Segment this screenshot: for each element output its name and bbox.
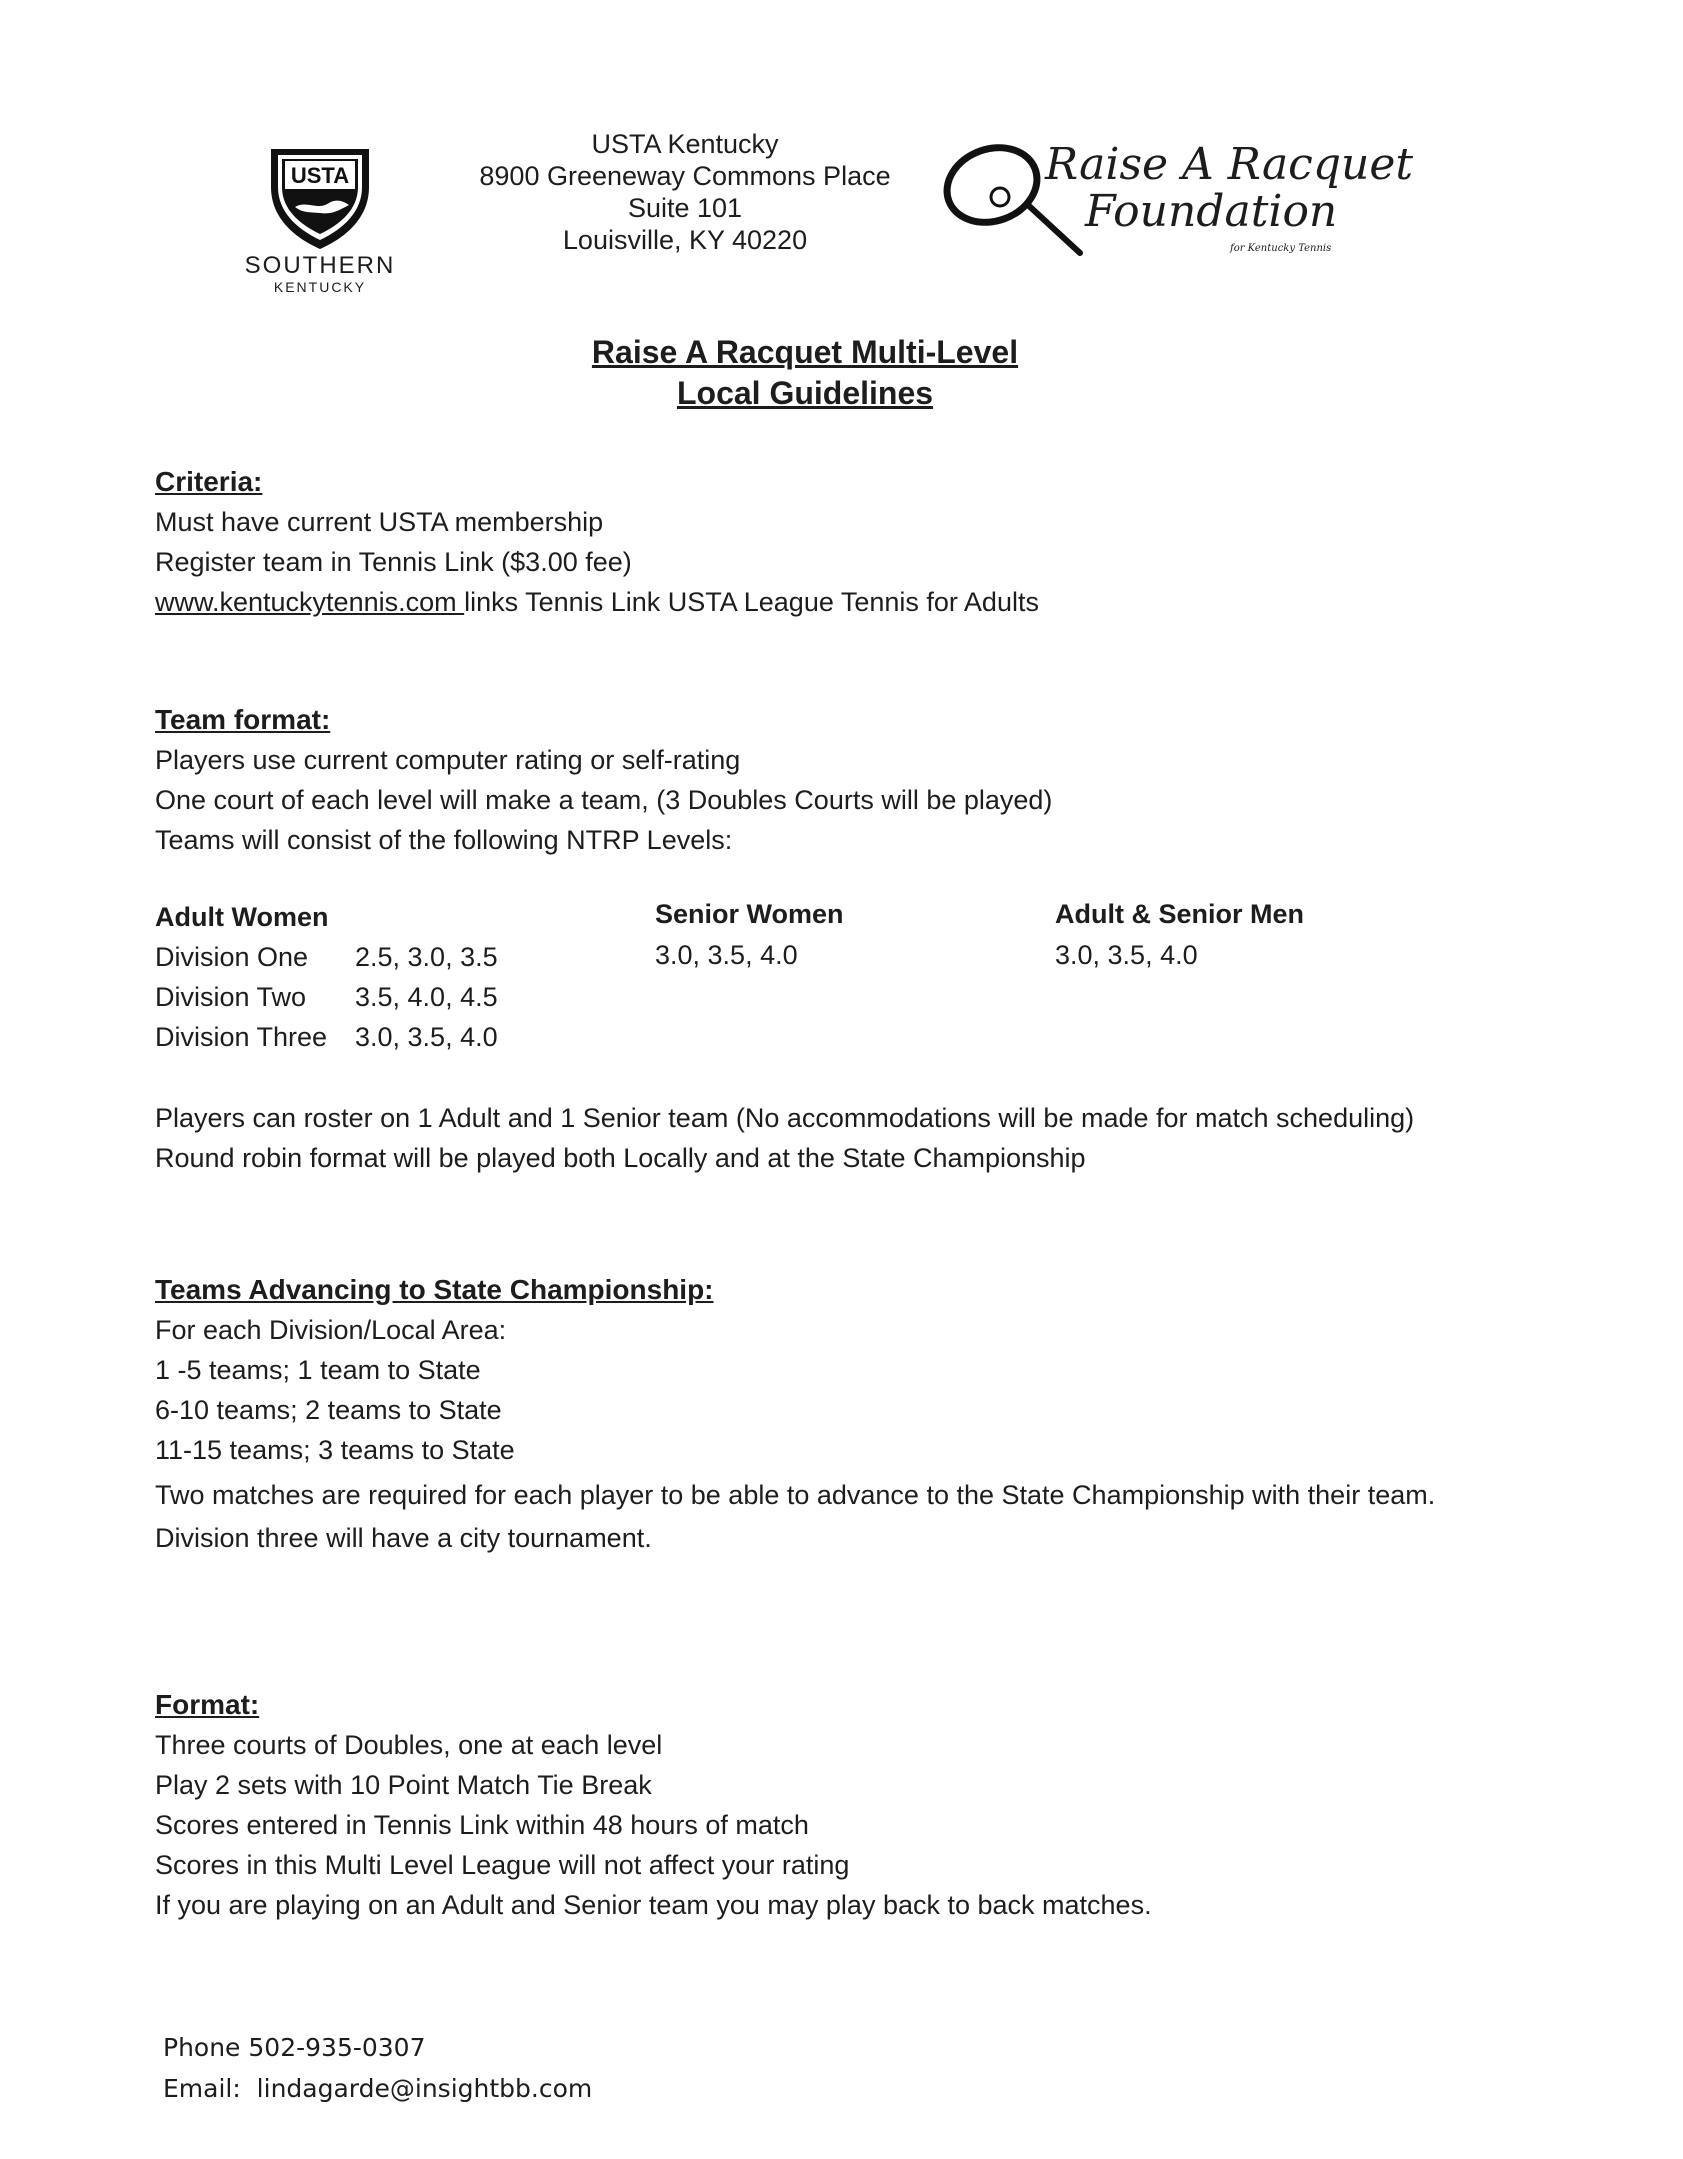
division-levels: 3.5, 4.0, 4.5	[355, 982, 498, 1012]
team-format-section	[155, 700, 1555, 860]
criteria-link-line	[155, 582, 1555, 622]
division-levels: 3.0, 3.5, 4.0	[355, 1022, 498, 1052]
team-format-heading: Team format:	[155, 704, 331, 735]
advancing-line: For each Division/Local Area:	[155, 1315, 507, 1345]
address-line: 8900 Greeneway Commons Place	[479, 161, 891, 191]
logo-kentucky-text: KENTUCKY	[273, 279, 367, 295]
criteria-section	[155, 462, 1555, 622]
criteria-link-rest: links Tennis Link USTA League Tennis for Adults	[464, 587, 1039, 617]
contact-email: Email: lindagarde@insightbb.com	[163, 2074, 593, 2103]
usta-shield-icon	[265, 145, 375, 251]
adult-senior-men-levels: 3.0, 3.5, 4.0	[1055, 940, 1198, 970]
roster-note: Players can roster on 1 Adult and 1 Senior team (No accommodations will be made for match scheduling)	[155, 1103, 1415, 1133]
senior-women-levels: 3.0, 3.5, 4.0	[655, 940, 798, 970]
title-line1: Raise A Racquet Multi-Level	[591, 334, 1019, 370]
division-label: Division One	[155, 942, 309, 972]
svg-text:USTA: USTA	[290, 163, 350, 188]
team-format-line: Teams will consist of the following NTRP Levels:	[155, 825, 733, 855]
advancing-closing: Division three will have a city tournament.	[155, 1523, 652, 1553]
format-line: Scores in this Multi Level League will not affect your rating	[155, 1850, 850, 1880]
division-label: Division Three	[155, 1022, 328, 1052]
contact-phone: Phone 502-935-0307	[163, 2033, 426, 2062]
team-format-line: One court of each level will make a team, (3 Doubles Courts will be played)	[155, 785, 1053, 815]
roster-notes	[155, 1098, 1555, 1178]
address-line: Louisville, KY 40220	[562, 225, 808, 255]
foundation-name-line2: Foundation	[1085, 186, 1338, 237]
usta-southern-kentucky-logo	[225, 145, 415, 295]
raise-a-racquet-logo	[940, 135, 1445, 265]
title-line2: Local Guidelines	[676, 375, 934, 411]
roster-note: Round robin format will be played both Locally and at the State Championship	[155, 1143, 1086, 1173]
address-line: USTA Kentucky	[591, 129, 779, 159]
adult-senior-men-heading: Adult & Senior Men	[1055, 899, 1304, 929]
advancing-line: 11-15 teams; 3 teams to State	[155, 1435, 515, 1465]
format-line: Scores entered in Tennis Link within 48 hours of match	[155, 1810, 809, 1840]
advancing-heading: Teams Advancing to State Championship:	[155, 1274, 714, 1305]
advancing-line: 1 -5 teams; 1 team to State	[155, 1355, 481, 1385]
division-levels: 2.5, 3.0, 3.5	[355, 942, 498, 972]
criteria-line: Must have current USTA membership	[155, 507, 604, 537]
address-line: Suite 101	[627, 193, 743, 223]
foundation-tagline: for Kentucky Tennis	[1230, 243, 1332, 254]
contact-block	[163, 2027, 863, 2109]
adult-women-heading: Adult Women	[155, 902, 329, 932]
team-format-line: Players use current computer rating or self-rating	[155, 745, 741, 775]
logo-southern-text: SOUTHERN	[244, 252, 396, 279]
advancing-line: 6-10 teams; 2 teams to State	[155, 1395, 502, 1425]
division-label: Division Two	[155, 982, 307, 1012]
advancing-paragraph: Two matches are required for each player to be able to advance to the State Championship with their team.	[155, 1480, 1436, 1510]
format-line: Play 2 sets with 10 Point Match Tie Break	[155, 1770, 652, 1800]
criteria-heading: Criteria:	[155, 466, 263, 497]
foundation-name-line1: Raise A Racquet	[1045, 139, 1414, 190]
format-line: If you are playing on an Adult and Senior team you may play back to back matches.	[155, 1890, 1152, 1920]
ntrp-levels-table	[155, 897, 1455, 1067]
senior-women-heading: Senior Women	[655, 899, 844, 929]
criteria-line: Register team in Tennis Link ($3.00 fee)	[155, 547, 632, 577]
format-section	[155, 1685, 1555, 1925]
address-block	[470, 128, 900, 256]
format-line: Three courts of Doubles, one at each level	[155, 1730, 663, 1760]
format-heading: Format:	[155, 1689, 260, 1720]
advancing-section	[155, 1270, 1455, 1558]
kentucky-tennis-link[interactable]: www.kentuckytennis.com	[155, 587, 465, 617]
page-title	[480, 332, 1130, 414]
